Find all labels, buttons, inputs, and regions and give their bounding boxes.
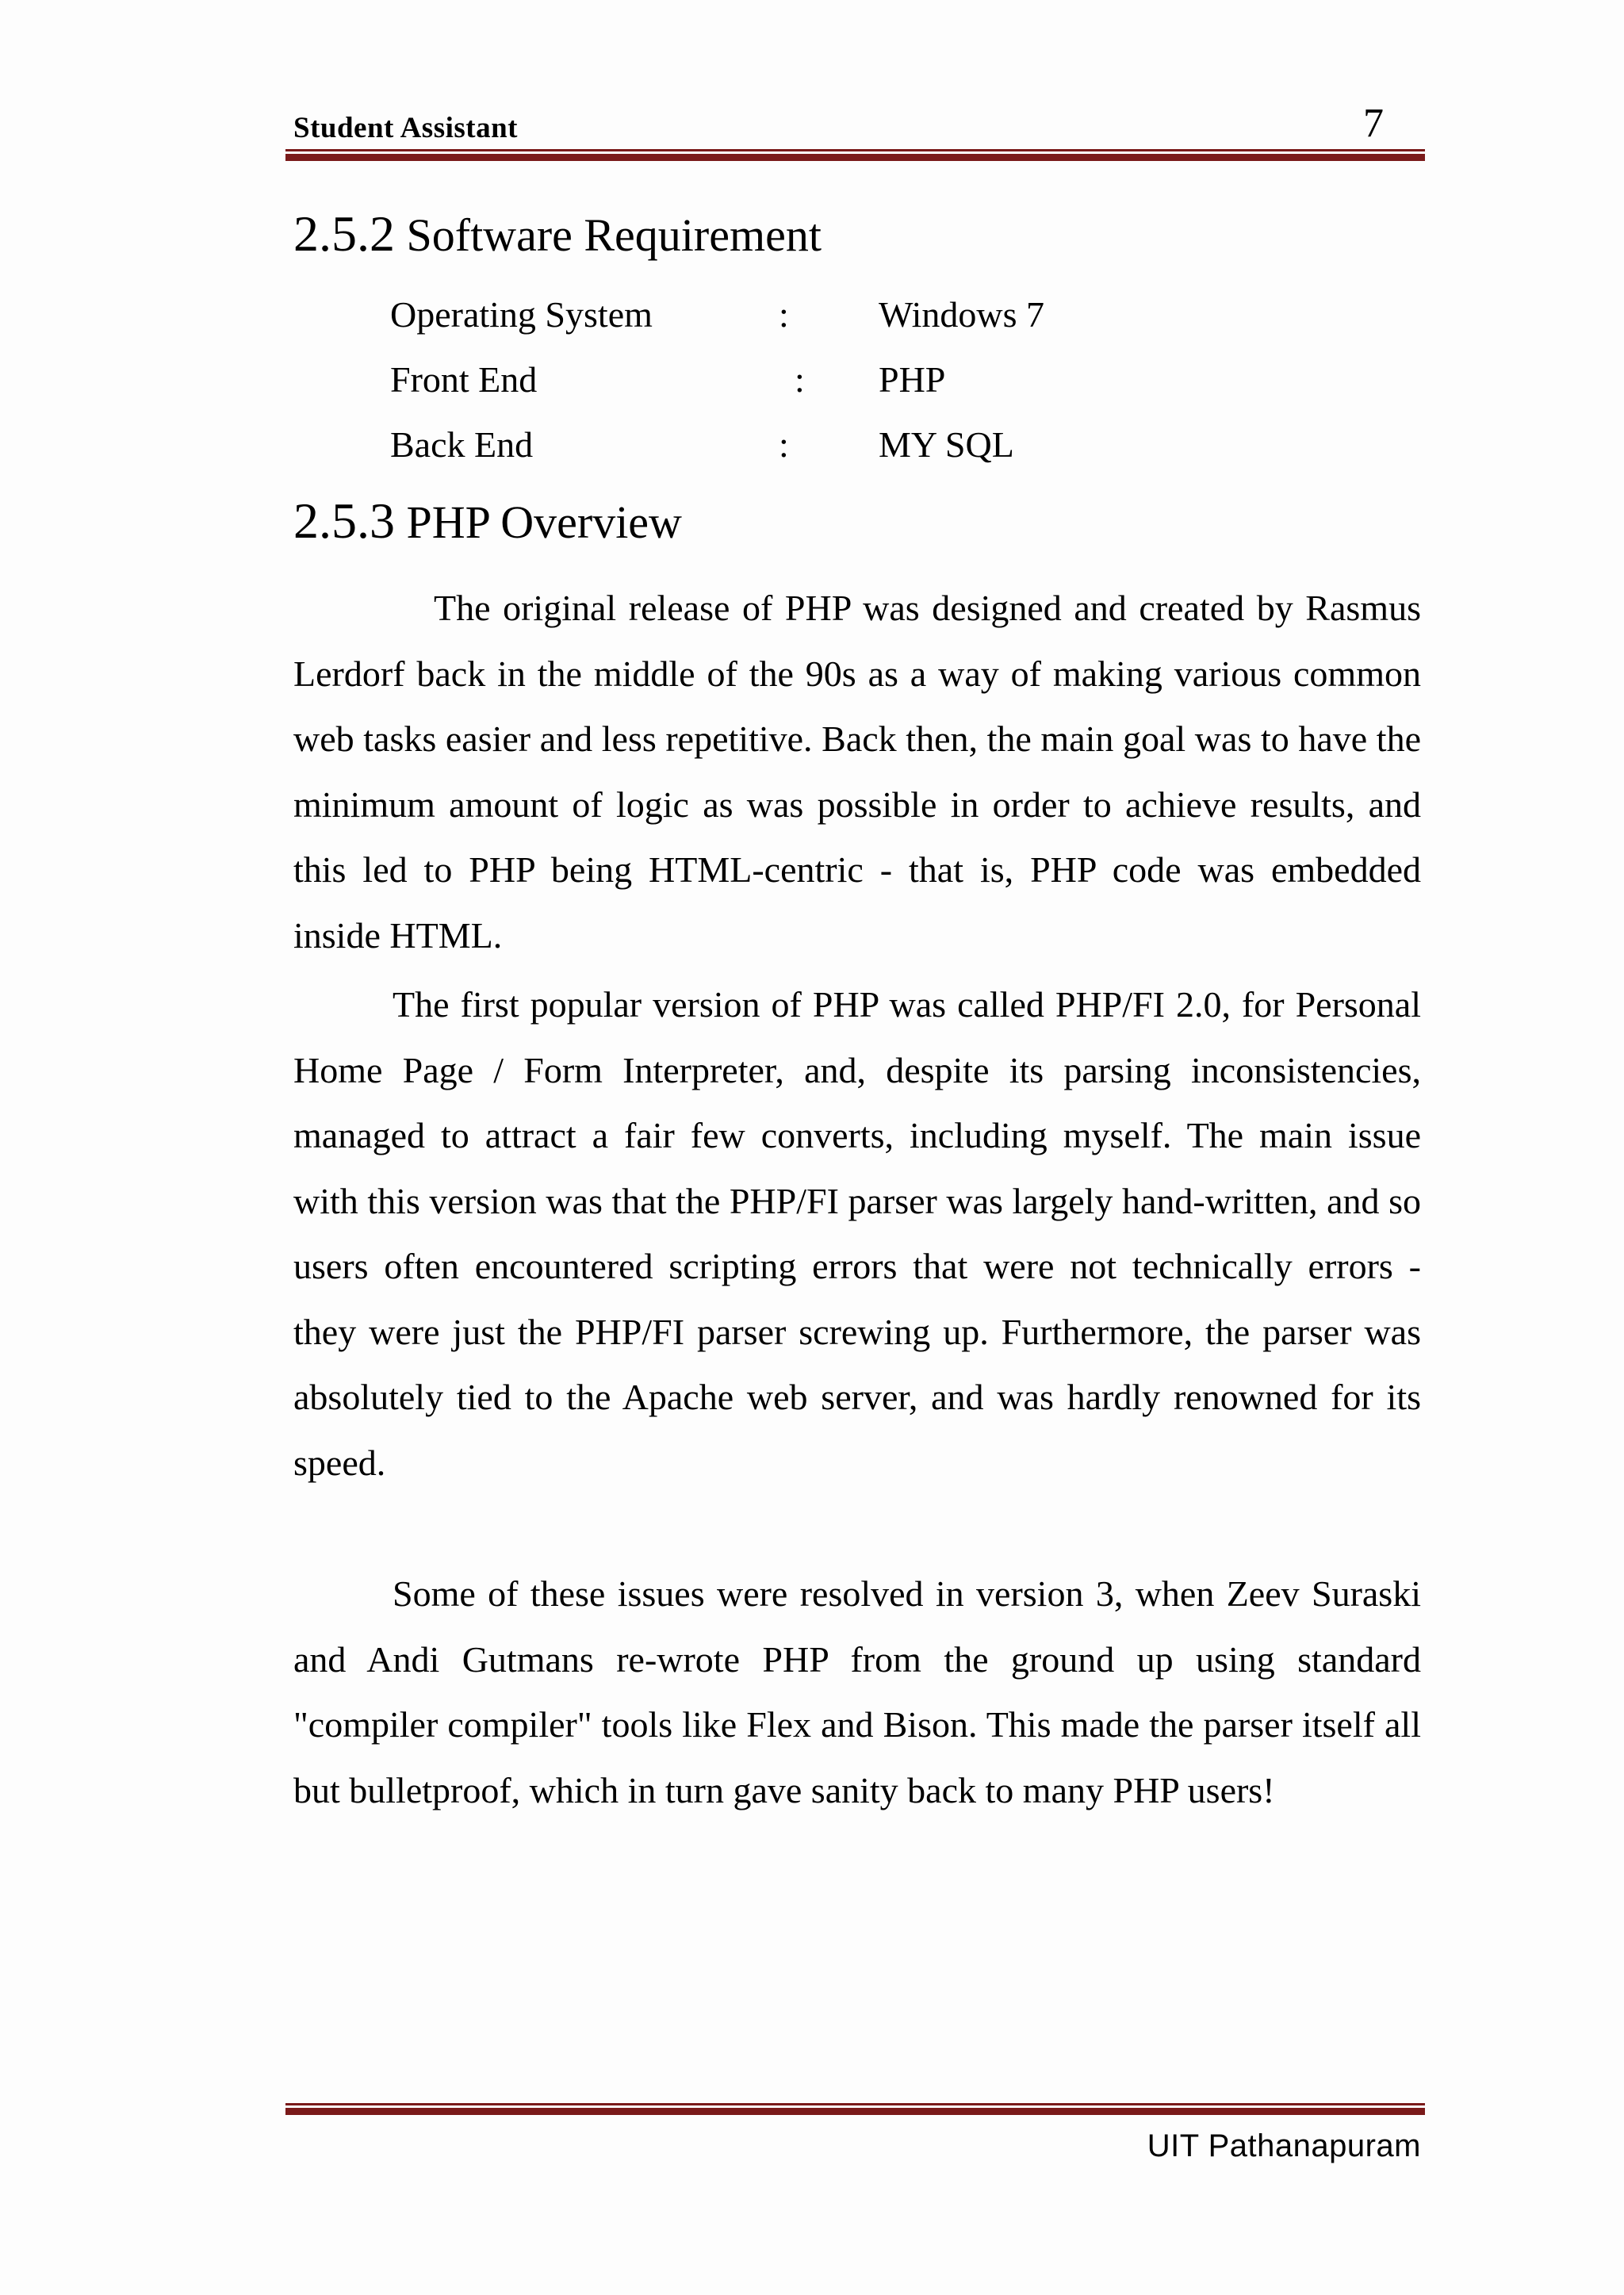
paragraph-version-3: Some of these issues were resolved in version 3, when Zeev Suraski and Andi Gutmans re-wrote PHP from the ground up using standard "compiler compiler" tools like Flex and Bison. This made the parser itself all but bulletproof, which in turn gave sanity back to many PHP users! xyxy=(293,1573,1421,1810)
requirement-label: Front End xyxy=(390,359,538,400)
section-title: Software Requirement xyxy=(406,209,822,261)
section-number: 2.5.3 xyxy=(293,492,395,549)
section-heading-php-overview xyxy=(293,492,682,550)
requirement-label: Operating System xyxy=(390,294,653,335)
requirement-value: MY SQL xyxy=(879,424,1014,465)
footer-divider xyxy=(285,2103,1425,2115)
paragraph-original-release: The original release of PHP was designed and created by Rasmus Lerdorf back in the middle of the 90s as a way of making various common web tasks easier and less repetitive. Back then, the main goal was to have the minimum amount of logic as was possible in order to achieve results, and this led to PHP being HTML-centric - that is, PHP code was embedded inside HTML. xyxy=(293,588,1421,956)
requirement-label: Back End xyxy=(390,424,534,465)
section-title: PHP Overview xyxy=(406,496,682,548)
requirement-value: PHP xyxy=(879,359,946,400)
page-number: 7 xyxy=(1363,101,1384,146)
requirement-value: Windows 7 xyxy=(879,294,1044,335)
section-heading-software-requirement xyxy=(293,205,822,263)
requirement-separator: : xyxy=(795,359,805,400)
section-number: 2.5.2 xyxy=(293,205,395,262)
footer-institution: UIT Pathanapuram xyxy=(1147,2128,1421,2163)
header-divider xyxy=(285,149,1425,161)
paragraph-first-popular-version: The first popular version of PHP was called PHP/FI 2.0, for Personal Home Page / Form Interpreter, and, despite its parsing inconsistencies, managed to attract a fair few converts, including myself. The main issue with this version was that the PHP/FI parser was largely hand-written, and so users often encountered scripting errors that were not technically errors - they were just the PHP/FI parser screwing up. Furthermore, the parser was absolutely tied to the Apache web server, and was hardly renowned for its speed. xyxy=(293,984,1421,1483)
header-title: Student Assistant xyxy=(293,112,519,144)
requirement-separator: : xyxy=(779,294,789,335)
requirement-separator: : xyxy=(779,424,789,465)
